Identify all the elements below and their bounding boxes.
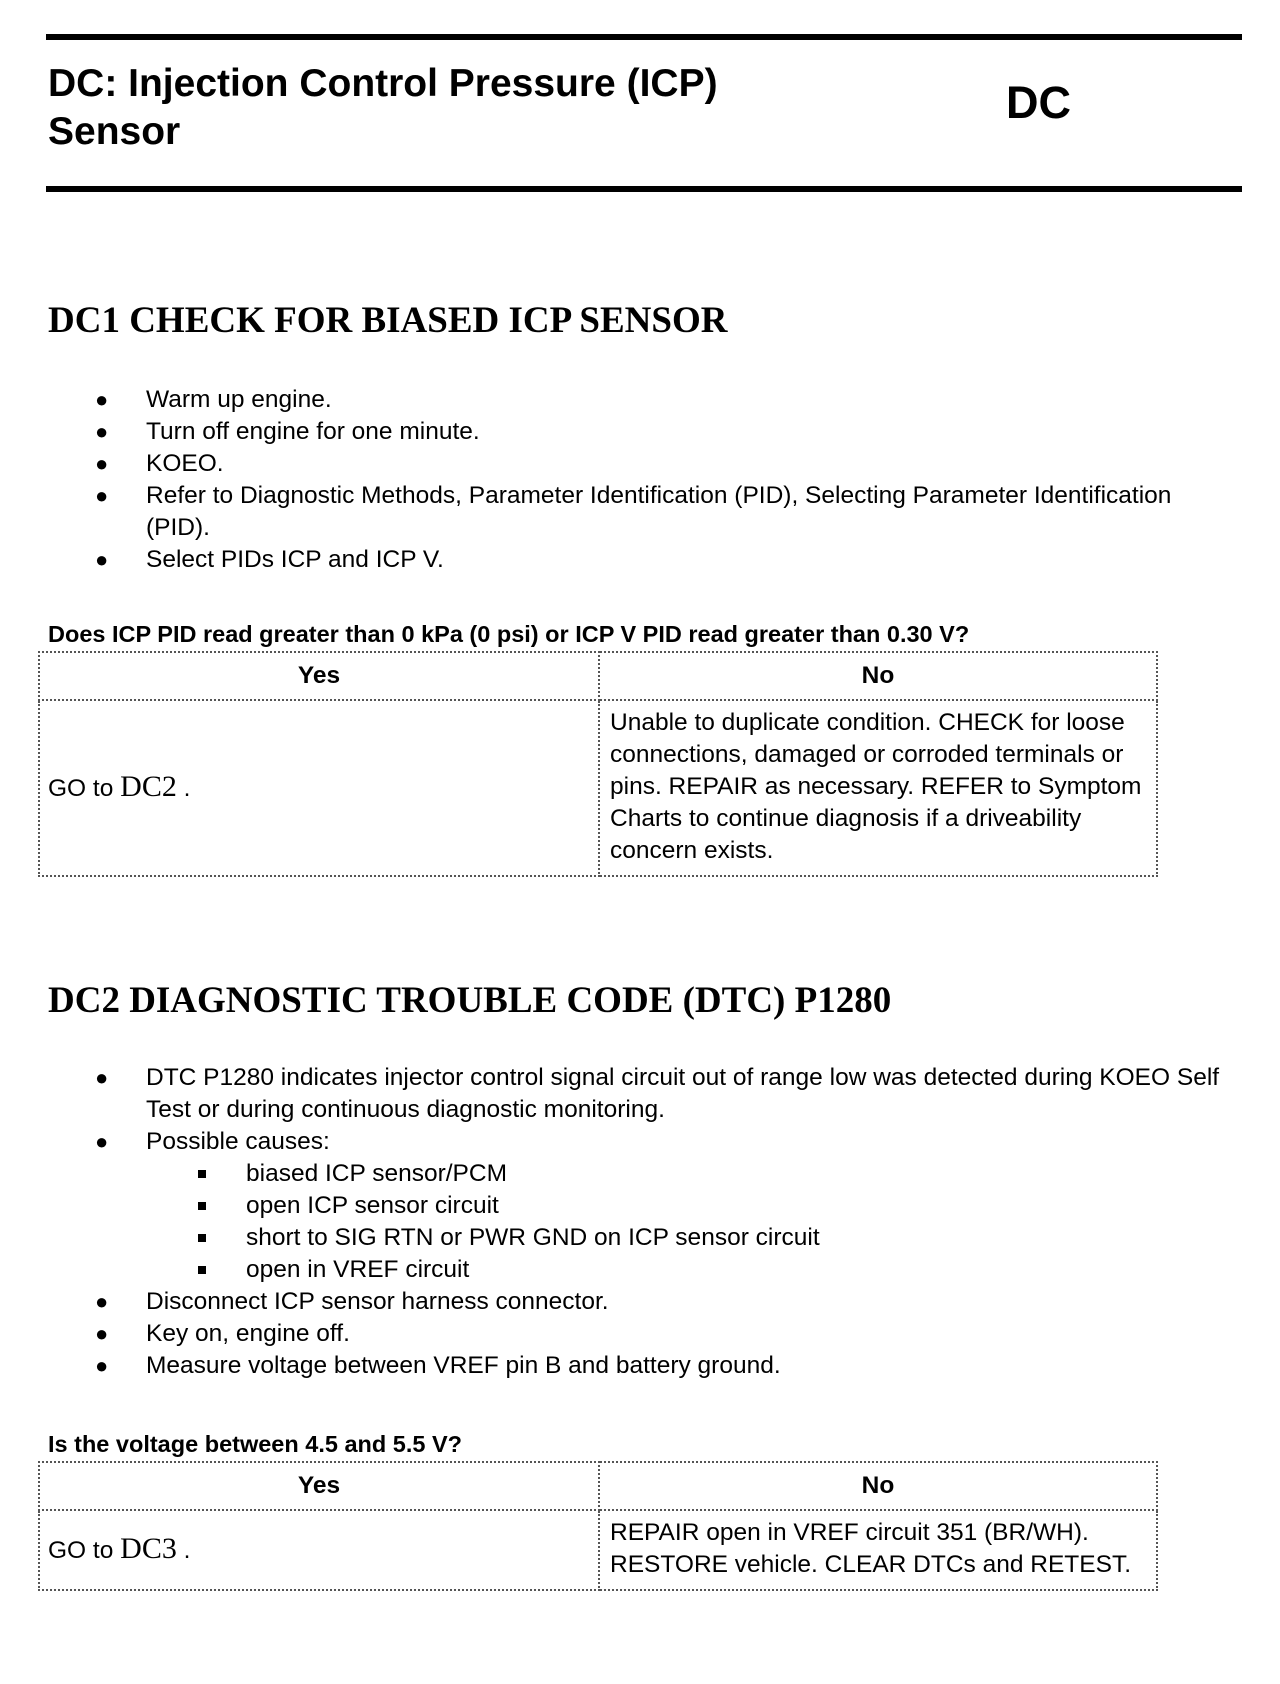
list-item: open in VREF circuit: [146, 1254, 1236, 1286]
page-title: [48, 60, 928, 156]
bullet-icon: ●: [95, 1065, 109, 1090]
no-cell: REPAIR open in VREF circuit 351 (BR/WH). RESTORE vehicle. CLEAR DTCs and RETEST.: [599, 1510, 1157, 1590]
goto-suffix: .: [176, 775, 191, 802]
no-header: No: [599, 1462, 1157, 1510]
dc1-decision-table: [38, 651, 1158, 877]
table-row: [39, 700, 1157, 876]
no-cell: Unable to duplicate condition. CHECK for loose connections, damaged or corroded terminals or pins. REPAIR as necessary. REFER to Symptom Charts to continue diagnosis if a driveability concern exists.: [599, 700, 1157, 876]
possible-causes-list: [146, 1158, 1236, 1286]
bullet-icon: ●: [95, 387, 109, 412]
table-row: [39, 1510, 1157, 1590]
list-item: short to SIG RTN or PWR GND on ICP sensor circuit: [146, 1222, 1236, 1254]
list-item: ● Possible causes: biased ICP sensor/PCM open ICP sensor circuit short to SIG RTN or PWR GND on ICP sensor circuit open in VREF circuit: [0, 1126, 1236, 1286]
section-heading-dc2: DC2 DIAGNOSTIC TROUBLE CODE (DTC) P1280: [48, 980, 892, 1021]
list-item: ● Turn off engine for one minute.: [0, 416, 1236, 448]
list-item: ● Refer to Diagnostic Methods, Parameter Identification (PID), Selecting Parameter Identification (PID).: [95, 482, 1172, 541]
table-header-row: [39, 652, 1157, 700]
square-bullet-icon: [198, 1202, 206, 1210]
dc2-step-list: [0, 1062, 1236, 1382]
dc2-decision-table: [38, 1461, 1158, 1591]
title-line-1: DC: Injection Control Pressure (ICP): [48, 62, 718, 105]
section-code: DC: [1006, 77, 1071, 128]
section-heading-dc1: DC1 CHECK FOR BIASED ICP SENSOR: [48, 300, 728, 341]
goto-prefix: GO to: [48, 775, 114, 802]
title-line-2: Sensor: [48, 110, 181, 153]
list-item: ● KOEO.: [0, 448, 1236, 480]
no-header: No: [599, 652, 1157, 700]
bullet-icon: ●: [95, 1289, 109, 1314]
list-item: open ICP sensor circuit: [146, 1190, 1236, 1222]
square-bullet-icon: [198, 1266, 206, 1274]
list-item: ● Key on, engine off.: [0, 1318, 1236, 1350]
header-bottom-rule: [46, 186, 1242, 192]
list-item: biased ICP sensor/PCM: [146, 1158, 1236, 1190]
goto-dc2-link[interactable]: DC2: [120, 770, 177, 803]
bullet-icon: ●: [95, 419, 109, 444]
bullet-icon: ●: [95, 483, 109, 508]
yes-header: Yes: [39, 652, 599, 700]
bullet-icon: ●: [95, 1129, 109, 1154]
dc1-step-list: [0, 384, 1236, 576]
table-header-row: [39, 1462, 1157, 1510]
bullet-icon: ●: [95, 547, 109, 572]
yes-header: Yes: [39, 1462, 599, 1510]
list-item: ● Warm up engine.: [0, 384, 1236, 416]
dc1-question: Does ICP PID read greater than 0 kPa (0 psi) or ICP V PID read greater than 0.30 V?: [48, 621, 970, 647]
list-item: ● Disconnect ICP sensor harness connector.: [0, 1286, 1236, 1318]
bullet-icon: ●: [95, 1353, 109, 1378]
header-top-rule: [46, 34, 1242, 40]
goto-prefix: GO to: [48, 1537, 114, 1564]
dc2-question: Is the voltage between 4.5 and 5.5 V?: [48, 1431, 462, 1457]
list-item: ● Measure voltage between VREF pin B and battery ground.: [0, 1350, 1236, 1382]
yes-cell: [39, 700, 599, 876]
goto-dc3-link[interactable]: DC3: [120, 1532, 177, 1565]
list-item: ● DTC P1280 indicates injector control signal circuit out of range low was detected during KOEO Self Test or during continuous diagnostic monitoring.: [95, 1064, 1220, 1123]
list-item: ● Select PIDs ICP and ICP V.: [0, 544, 1236, 576]
yes-cell: [39, 1510, 599, 1590]
goto-suffix: .: [176, 1537, 191, 1564]
square-bullet-icon: [198, 1234, 206, 1242]
square-bullet-icon: [198, 1170, 206, 1178]
bullet-icon: ●: [95, 1321, 109, 1346]
bullet-icon: ●: [95, 451, 109, 476]
